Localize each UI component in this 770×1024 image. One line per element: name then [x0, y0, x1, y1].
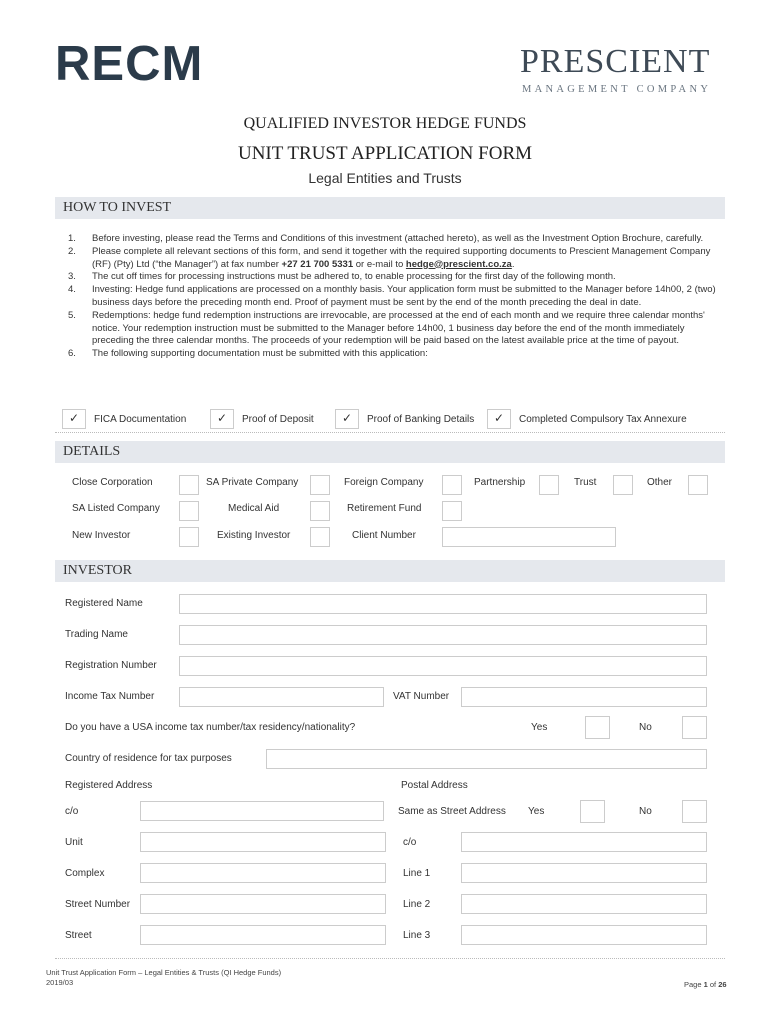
- fax-number: +27 21 700 5331: [281, 258, 354, 270]
- checkbox-new-investor[interactable]: [179, 527, 199, 547]
- list-item: 4. Investing: Hedge fund applications are processed on a monthly basis. Your application form must be submitted to the Manager before 14h00, 2 (two) business days before the preceding month end. Proof of payment must be sent by the end of the month preceding the deal in date.: [68, 284, 716, 308]
- prescient-logo-subtitle: MANAGEMENT COMPANY: [522, 84, 712, 95]
- street-number-input[interactable]: [140, 894, 386, 914]
- checkbox-label: Proof of Banking Details: [367, 413, 475, 425]
- checkbox-other[interactable]: [688, 475, 708, 495]
- list-item: 2. Please complete all relevant sections of this form, and send it together with the required supporting documents to Prescient Management Company (RF) (Pty) Ltd (“the Manager”) at fax number +27 21 700 5331 or e-mail to hedge@prescient.co.za.: [68, 245, 711, 270]
- street-input[interactable]: [140, 925, 386, 945]
- checkbox-proof-of-deposit[interactable]: [210, 410, 314, 428]
- label-postal-address: Postal Address: [401, 780, 468, 791]
- label-trust: Trust: [574, 477, 597, 488]
- trading-name-input[interactable]: [179, 625, 707, 645]
- label-registered-name: Registered Name: [65, 598, 143, 609]
- list-item: 3. The cut off times for processing instructions must be adhered to, to enable processing for the first day of the following month.: [68, 271, 616, 283]
- label-country-of-residence: Country of residence for tax purposes: [65, 753, 232, 764]
- footer-date: 2019/03: [46, 978, 74, 987]
- label-same-no: No: [639, 806, 652, 817]
- label-trading-name: Trading Name: [65, 629, 128, 640]
- label-usa-tax-question: Do you have a USA income tax number/tax residency/nationality?: [65, 722, 356, 733]
- recm-logo: RECM: [55, 37, 204, 91]
- postal-line2-input[interactable]: [461, 894, 707, 914]
- label-usa-yes: Yes: [531, 722, 548, 733]
- checkbox-foreign-company[interactable]: [442, 475, 462, 495]
- client-number-input[interactable]: [442, 527, 616, 547]
- footer-form-name: Unit Trust Application Form – Legal Entities & Trusts (QI Hedge Funds): [46, 968, 282, 977]
- checkbox-proof-of-banking[interactable]: [335, 410, 474, 428]
- complex-input[interactable]: [140, 863, 386, 883]
- section-heading: DETAILS: [63, 444, 121, 459]
- label-other: Other: [647, 477, 673, 488]
- label-complex: Complex: [65, 868, 105, 879]
- label-line1: Line 1: [403, 868, 431, 879]
- checkbox-partnership[interactable]: [539, 475, 559, 495]
- country-of-residence-input[interactable]: [266, 749, 707, 769]
- registered-name-input[interactable]: [179, 594, 707, 614]
- label-foreign-company: Foreign Company: [344, 477, 424, 488]
- label-same-as-street: Same as Street Address: [398, 806, 506, 817]
- checkbox-same-yes[interactable]: [580, 800, 605, 823]
- section-heading: HOW TO INVEST: [63, 200, 172, 215]
- label-income-tax-number: Income Tax Number: [65, 691, 155, 702]
- checkbox-sa-listed-company[interactable]: [179, 501, 199, 521]
- label-postal-co: c/o: [403, 837, 417, 848]
- instructions-list: [62, 233, 717, 361]
- form-title: UNIT TRUST APPLICATION FORM: [237, 143, 533, 164]
- section-details: [55, 441, 725, 463]
- label-street: Street: [65, 930, 92, 941]
- checkbox-close-corporation[interactable]: [179, 475, 199, 495]
- label-client-number: Client Number: [352, 530, 416, 541]
- label-existing-investor: Existing Investor: [217, 530, 291, 541]
- prescient-logo: PRESCIENT: [520, 43, 711, 80]
- divider: [55, 432, 725, 433]
- checkbox-fica[interactable]: [62, 410, 186, 428]
- label-street-number: Street Number: [65, 899, 131, 910]
- checkbox-label: FICA Documentation: [94, 413, 187, 425]
- label-unit: Unit: [65, 837, 83, 848]
- list-item: 6. The following supporting documentation must be submitted with this application:: [68, 348, 428, 360]
- label-medical-aid: Medical Aid: [228, 503, 280, 514]
- check-icon: ✓: [342, 411, 353, 425]
- checkbox-sa-private-company[interactable]: [310, 475, 330, 495]
- postal-line1-input[interactable]: [461, 863, 707, 883]
- checkbox-usa-no[interactable]: [682, 716, 707, 739]
- label-close-corporation: Close Corporation: [72, 477, 153, 488]
- label-same-yes: Yes: [528, 806, 545, 817]
- postal-co-input[interactable]: [461, 832, 707, 852]
- label-new-investor: New Investor: [72, 530, 131, 541]
- check-icon: ✓: [494, 411, 505, 425]
- page-number: Page 1 of 26: [684, 980, 727, 989]
- list-item: 5. Redemptions: hedge fund redemption instructions are irrevocable, are processed at the end of each month and we require three calendar months' notice. Your redemption instruction must be submitted to the Manager before 14h00, 1 business day before the end of the month immediately preceding the three calendar months. The proceeds of your redemption will be paid based on the latest available price at the time of payout.: [68, 309, 705, 347]
- checkbox-usa-yes[interactable]: [585, 716, 610, 739]
- registered-co-input[interactable]: [140, 801, 384, 821]
- registration-number-input[interactable]: [179, 656, 707, 676]
- postal-line3-input[interactable]: [461, 925, 707, 945]
- form-subtitle: Legal Entities and Trusts: [308, 170, 462, 186]
- section-investor: [55, 560, 725, 582]
- label-line2: Line 2: [403, 899, 431, 910]
- label-registered-co: c/o: [65, 806, 79, 817]
- label-sa-listed-company: SA Listed Company: [72, 503, 160, 514]
- label-retirement-fund: Retirement Fund: [347, 503, 422, 514]
- label-line3: Line 3: [403, 930, 431, 941]
- check-icon: ✓: [217, 411, 228, 425]
- checkbox-label: Proof of Deposit: [242, 413, 314, 425]
- checkbox-tax-annexure[interactable]: [487, 410, 687, 428]
- email-link[interactable]: hedge@prescient.co.za: [405, 258, 512, 270]
- checkbox-label: Completed Compulsory Tax Annexure: [519, 413, 687, 425]
- checkbox-retirement-fund[interactable]: [442, 501, 462, 521]
- label-vat-number: VAT Number: [393, 691, 450, 702]
- label-registered-address: Registered Address: [65, 780, 153, 791]
- checkbox-medical-aid[interactable]: [310, 501, 330, 521]
- unit-input[interactable]: [140, 832, 386, 852]
- section-heading: INVESTOR: [63, 563, 132, 578]
- income-tax-number-input[interactable]: [179, 687, 384, 707]
- label-usa-no: No: [639, 722, 652, 733]
- footer-divider: [55, 958, 725, 959]
- list-item: 1. Before investing, please read the Terms and Conditions of this investment (attached hereto), as well as the Investment Option Brochure, carefully.: [68, 233, 704, 244]
- checkbox-trust[interactable]: [613, 475, 633, 495]
- form-category-title: QUALIFIED INVESTOR HEDGE FUNDS: [243, 115, 527, 132]
- vat-number-input[interactable]: [461, 687, 707, 707]
- label-partnership: Partnership: [474, 477, 526, 488]
- checkbox-existing-investor[interactable]: [310, 527, 330, 547]
- label-registration-number: Registration Number: [65, 660, 157, 671]
- check-icon: ✓: [69, 411, 80, 425]
- checkbox-same-no[interactable]: [682, 800, 707, 823]
- label-sa-private-company: SA Private Company: [206, 477, 299, 488]
- section-how-to-invest: [55, 197, 725, 219]
